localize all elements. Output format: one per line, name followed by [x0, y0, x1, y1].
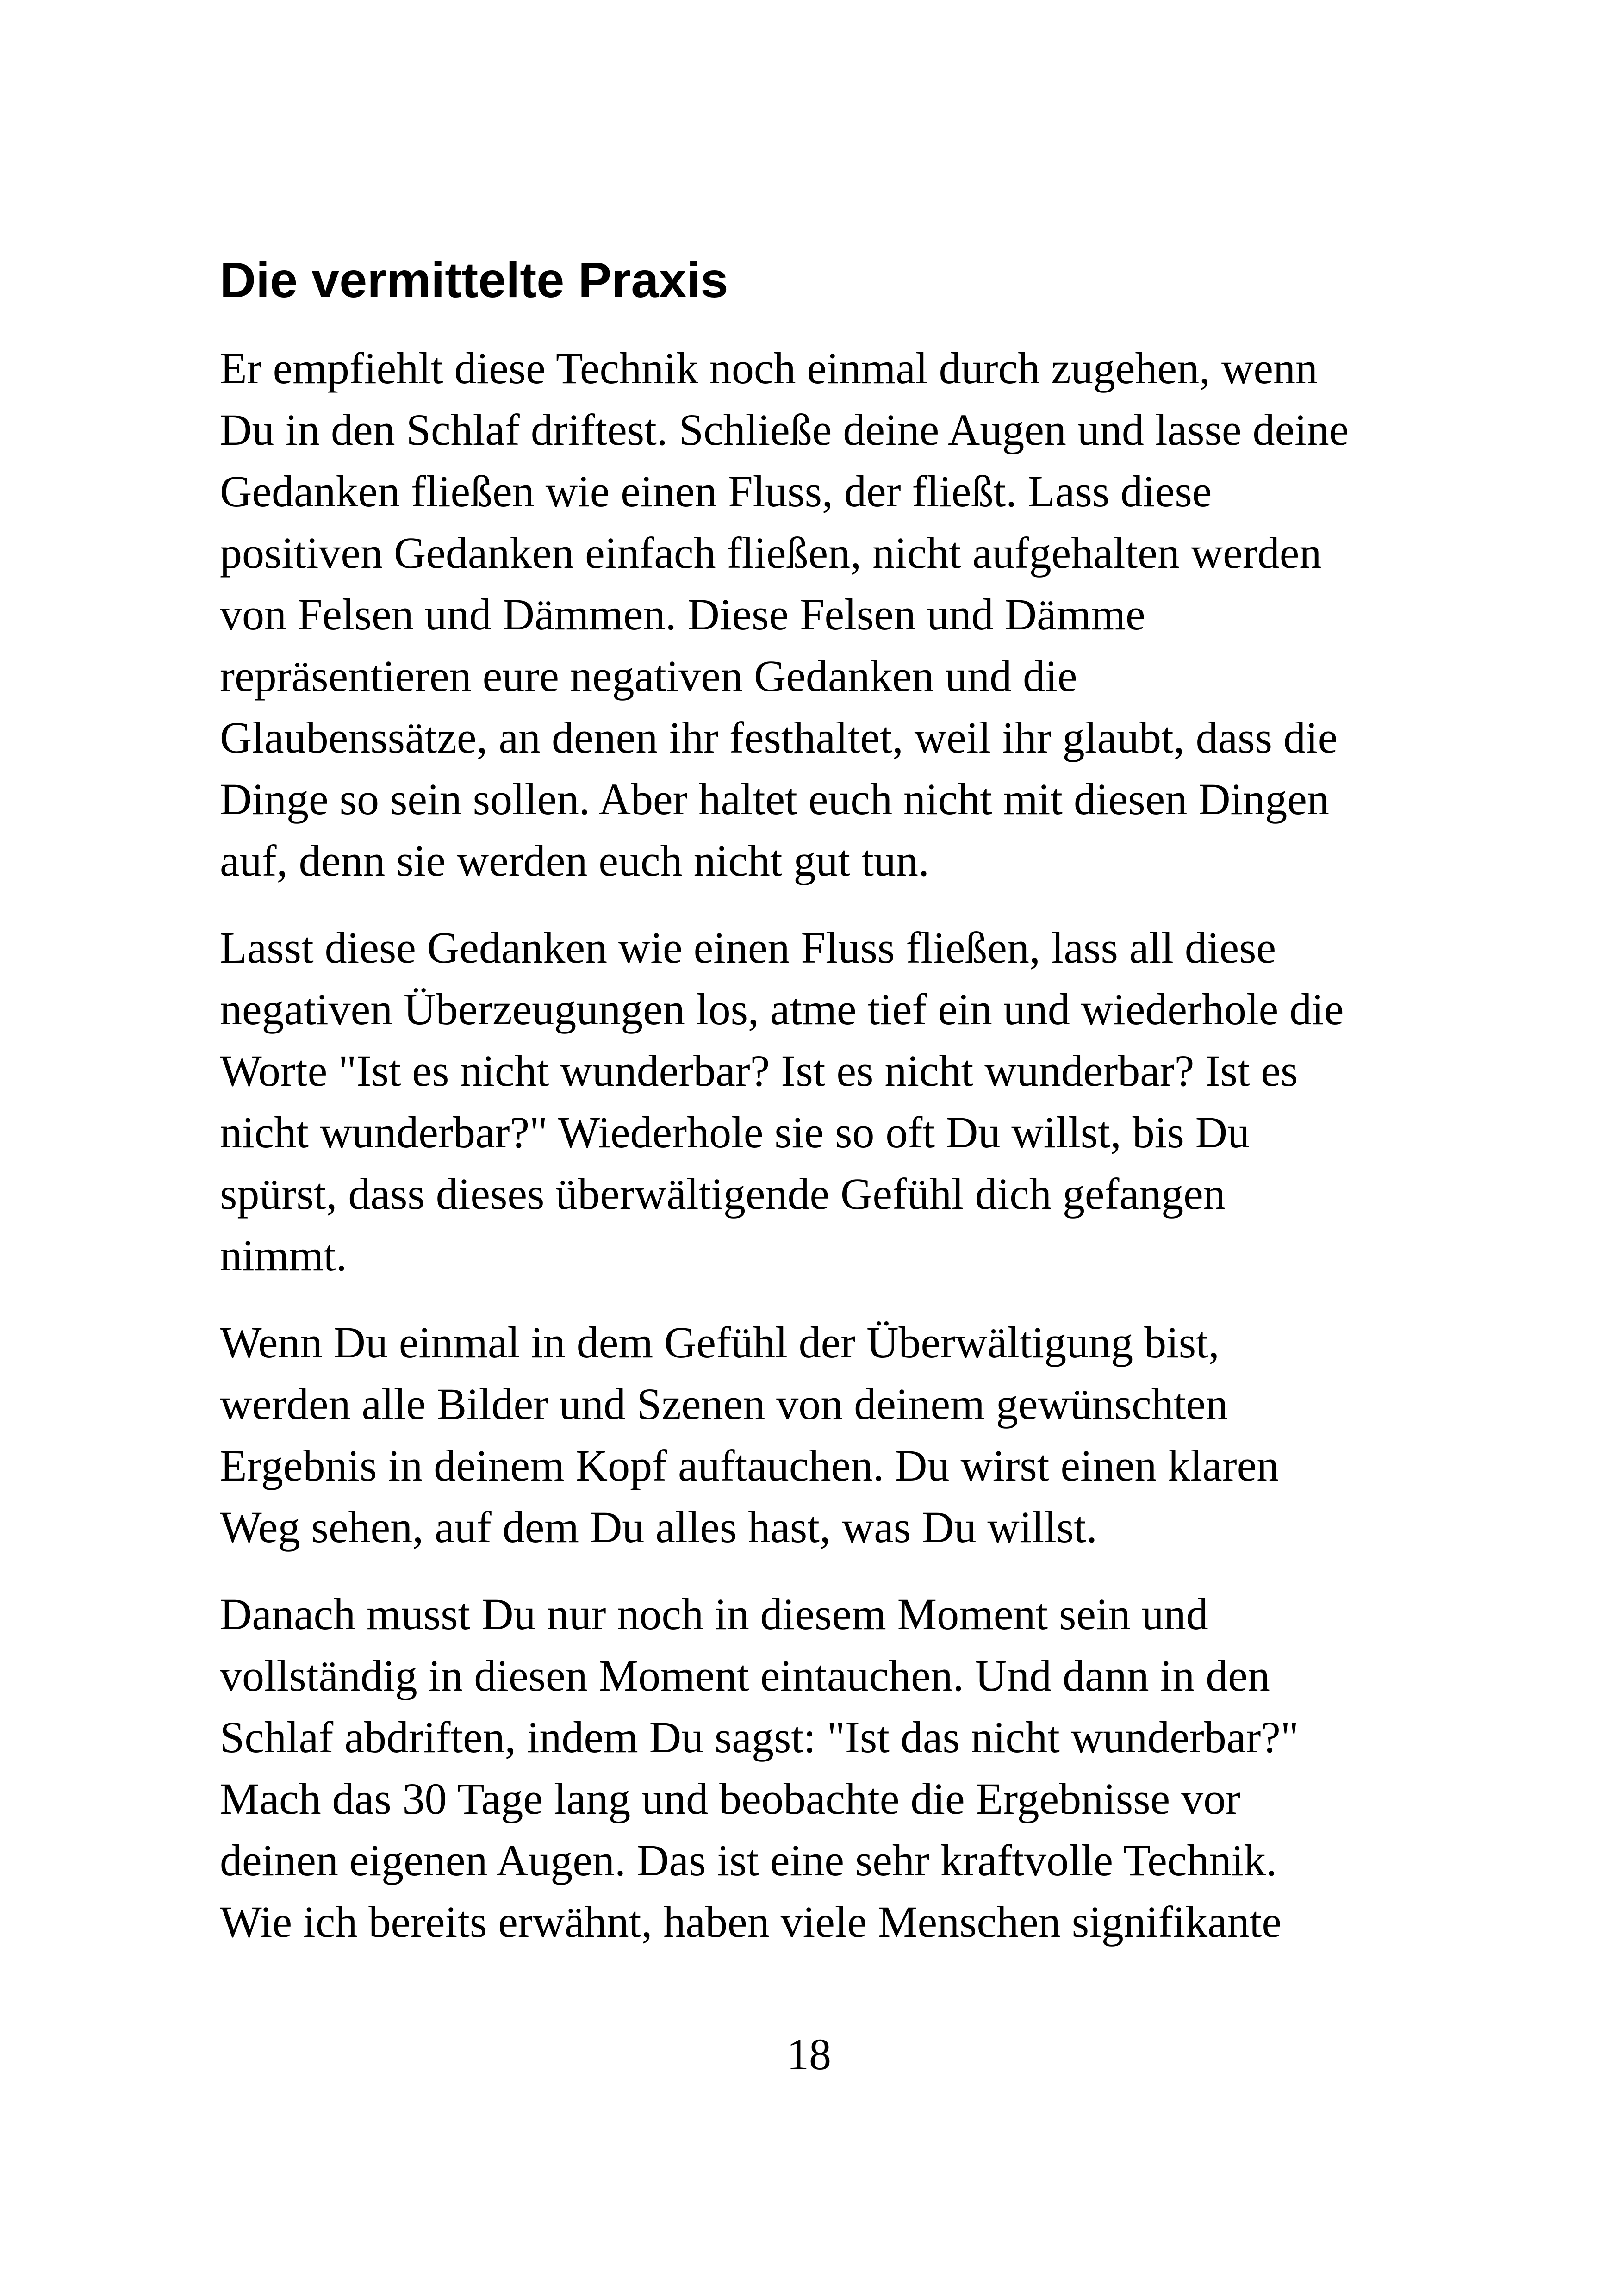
text-line: Ergebnis in deinem Kopf auftauchen. Du wirst einen klaren	[220, 1441, 1279, 1490]
text-line: Weg sehen, auf dem Du alles hast, was Du willst.	[220, 1502, 1097, 1552]
text-line: auf, denn sie werden euch nicht gut tun.	[220, 836, 929, 885]
text-line: repräsentieren eure negativen Gedanken und die	[220, 651, 1077, 701]
text-line: Schlaf abdriften, indem Du sagst: "Ist das nicht wunderbar?"	[220, 1712, 1299, 1762]
text-line: Wie ich bereits erwähnt, haben viele Menschen signifikante	[220, 1897, 1282, 1947]
text-line: Danach musst Du nur noch in diesem Moment sein und	[220, 1589, 1208, 1639]
text-line: negativen Überzeugungen los, atme tief ein und wiederhole die	[220, 984, 1344, 1034]
text-line: Dinge so sein sollen. Aber haltet euch nicht mit diesen Dingen	[220, 774, 1329, 824]
paragraph-4	[220, 1583, 1405, 1953]
text-line: positiven Gedanken einfach fließen, nicht aufgehalten werden	[220, 528, 1322, 578]
section-heading: Die vermittelte Praxis	[220, 252, 728, 308]
paragraph-1	[220, 337, 1405, 891]
text-line: von Felsen und Dämmen. Diese Felsen und Dämme	[220, 590, 1145, 639]
text-line: Gedanken fließen wie einen Fluss, der fließt. Lass diese	[220, 467, 1212, 516]
text-line: Er empfiehlt diese Technik noch einmal durch zugehen, wenn	[220, 343, 1318, 393]
text-line: Mach das 30 Tage lang und beobachte die Ergebnisse vor	[220, 1774, 1241, 1823]
text-line: Glaubenssätze, an denen ihr festhaltet, weil ihr glaubt, dass die	[220, 713, 1338, 762]
page-number: 18	[787, 2029, 831, 2079]
text-line: deinen eigenen Augen. Das ist eine sehr kraftvolle Technik.	[220, 1836, 1277, 1885]
paragraph-2	[220, 917, 1405, 1286]
page-content	[220, 243, 1405, 1978]
text-line: Du in den Schlaf driftest. Schließe deine Augen und lasse deine	[220, 405, 1349, 454]
text-line: Worte "Ist es nicht wunderbar? Ist es nicht wunderbar? Ist es	[220, 1046, 1298, 1095]
text-line: nicht wunderbar?" Wiederhole sie so oft Du willst, bis Du	[220, 1108, 1250, 1157]
heading-spacer	[220, 317, 1405, 337]
text-line: nimmt.	[220, 1231, 347, 1280]
text-line: vollständig in diesen Moment eintauchen. Und dann in den	[220, 1651, 1270, 1700]
text-line: Lasst diese Gedanken wie einen Fluss fließen, lass all diese	[220, 923, 1276, 972]
paragraph-3	[220, 1312, 1405, 1558]
text-line: spürst, dass dieses überwältigende Gefühl dich gefangen	[220, 1169, 1226, 1219]
text-line: Wenn Du einmal in dem Gefühl der Überwältigung bist,	[220, 1318, 1220, 1367]
text-line: werden alle Bilder und Szenen von deinem gewünschten	[220, 1379, 1228, 1429]
